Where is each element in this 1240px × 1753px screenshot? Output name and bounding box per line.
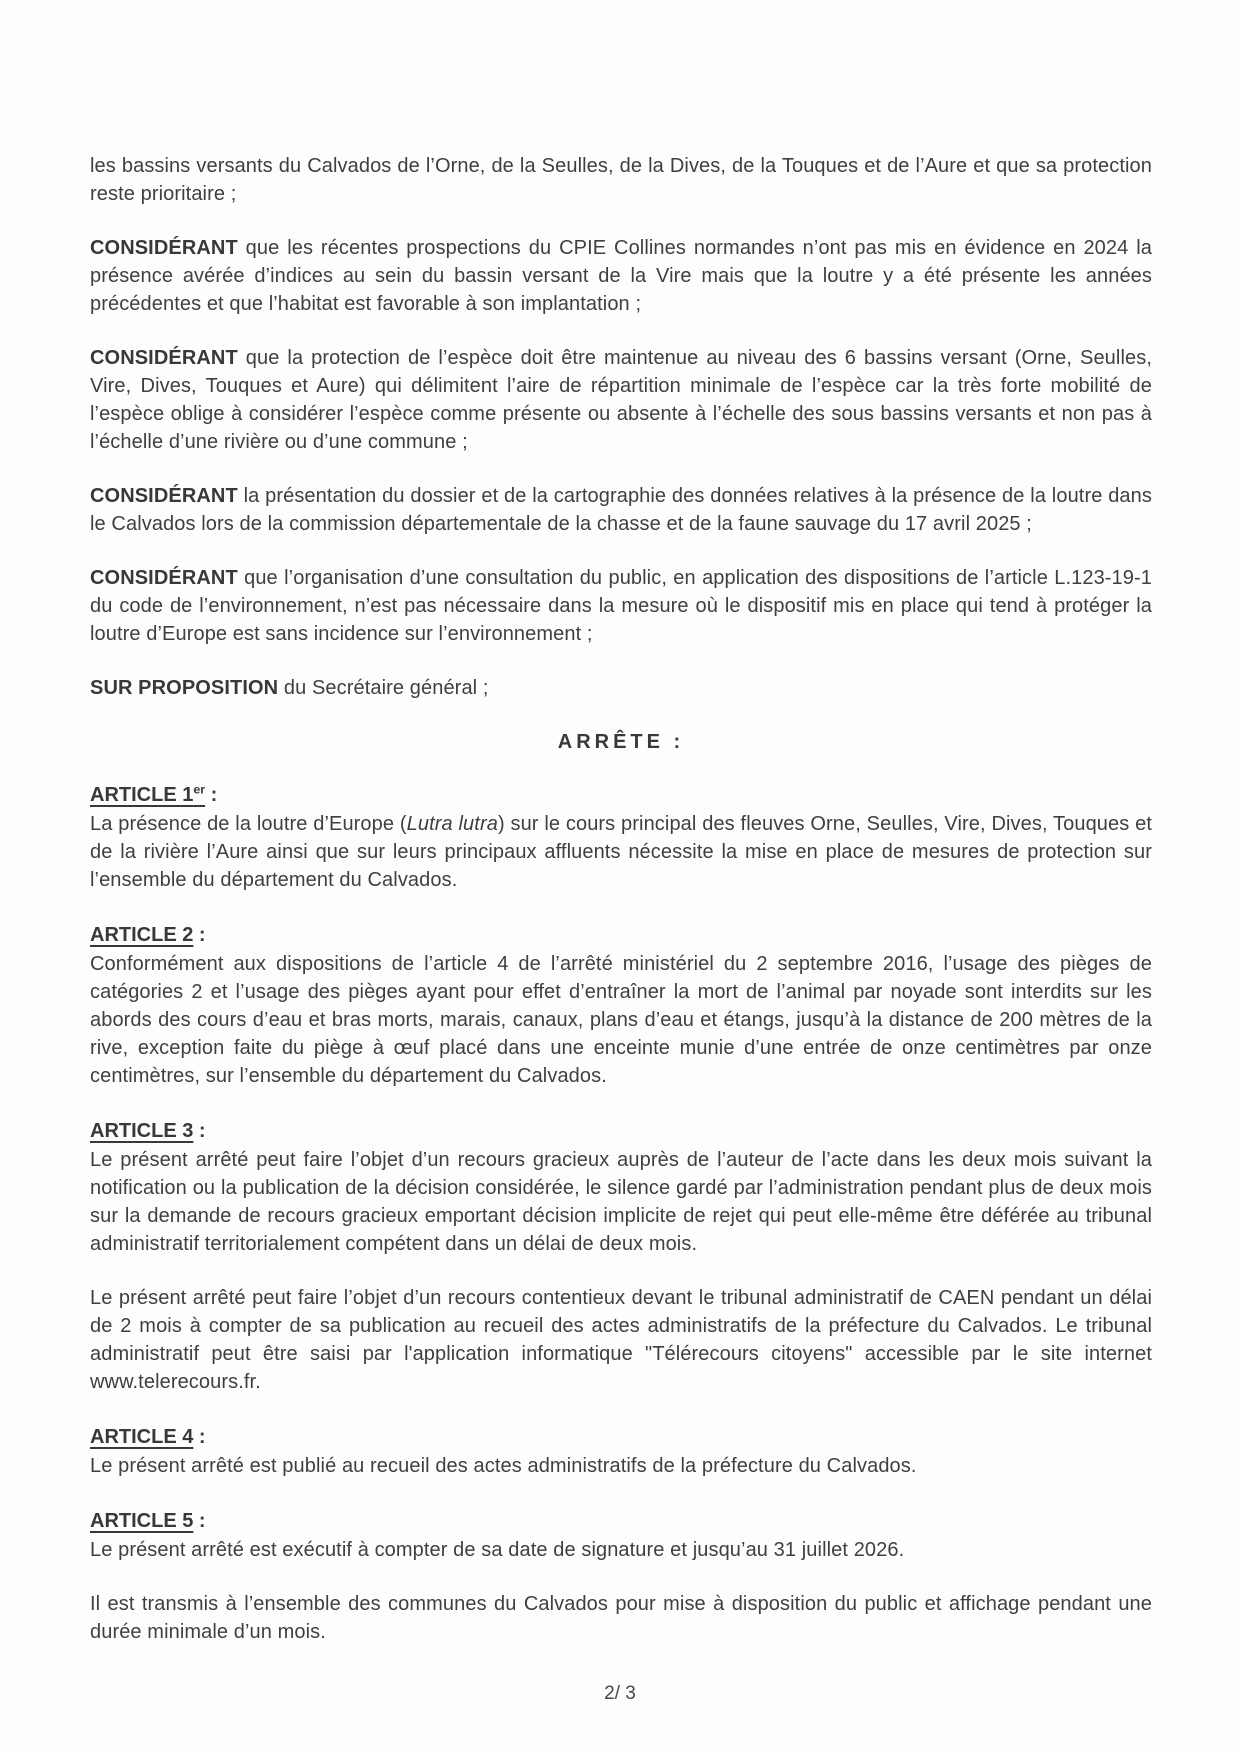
considerant-lead: CONSIDÉRANT [90,485,238,507]
considerant-lead: CONSIDÉRANT [90,347,238,369]
considerant-lead: CONSIDÉRANT [90,237,238,259]
article-4-title-colon: : [193,1426,206,1448]
considerant-text: que la protection de l’espèce doit être maintenue au niveau des 6 bassins versant (Orne, Seulles, Vire, Dives, Touques et Aure) qui délimitent l’aire de répartition minimale de l’espèce car la très forte mobilité de l’espèce oblige à considérer l’espèce comme présente ou absente à l’échelle des sous bassins versants et non pas à l’échelle d’une rivière ou d’une commune ; [90,347,1152,453]
article-2-title [90,920,1152,950]
article-2-body: Conformément aux dispositions de l’article 4 de l’arrêté ministériel du 2 septembre 2016, l’usage des pièges de catégories 2 et l’usage des pièges ayant pour effet d’entraîner la mort de l’animal par noyade sont interdits sur les abords des cours d’eau et bras morts, marais, canaux, plans d’eau et étangs, jusqu’à la distance de 200 mètres de la rive, exception faite du piège à œuf placé dans une enceinte munie d’une entrée de onze centimètres par onze centimètres, sur l’ensemble du département du Calvados. [90,953,1152,1087]
article-1-section [90,780,1152,894]
considerant-text: la présentation du dossier et de la cartographie des données relatives à la présence de la loutre dans le Calvados lors de la commission départementale de la chasse et de la faune sauvage du 17 avril 2025 ; [90,485,1152,535]
article-4-title-text: ARTICLE 4 [90,1426,194,1448]
article-5-title-colon: : [193,1510,206,1532]
article-5-title-text: ARTICLE 5 [90,1510,194,1532]
article-1-title [90,780,1152,810]
article-5-body-paragraph-2: Il est transmis à l’ensemble des communes du Calvados pour mise à disposition du public et affichage pendant une durée minimale d’un mois. [90,1593,1152,1643]
considerant-text: que l’organisation d’une consultation du public, en application des dispositions de l’article L.123-19-1 du code de l’environnement, n’est pas nécessaire dans la mesure où le dispositif mis en place qui tend à protéger la loutre d’Europe est sans incidence sur l’environnement ; [90,567,1152,645]
considerant-paragraph-1 [90,234,1152,318]
article-4-body: Le présent arrêté est publié au recueil des actes administratifs de la préfecture du Calvados. [90,1455,917,1477]
considerant-lead: CONSIDÉRANT [90,567,238,589]
article-3-section [90,1116,1152,1396]
intro-paragraph-text: les bassins versants du Calvados de l’Orne, de la Seulles, de la Dives, de la Touques et de l’Aure et que sa protection reste prioritaire ; [90,155,1152,205]
considerant-paragraph-2 [90,344,1152,456]
arrete-heading: ARRÊTE : [557,731,685,753]
article-1-body-text: La présence de la loutre d’Europe ( [90,813,407,835]
article-4-section [90,1422,1152,1480]
article-3-body-paragraph-1: Le présent arrêté peut faire l’objet d’un recours gracieux auprès de l’auteur de l’acte dans les deux mois suivant la notification ou la publication de la décision considérée, le silence gardé par l’administration pendant plus de deux mois sur la demande de recours gracieux emportant décision implicite de rejet qui peut elle-même être déférée au tribunal administratif territorialement compétent dans un délai de deux mois. [90,1149,1152,1255]
article-1-body-text: ) sur le cours principal des fleuves Orne, Seulles, Vire, Dives, Touques et de la rivière l’Aure ainsi que sur leurs principaux affluents nécessite la mise en place de mesures de protection sur l’ensemble du département du Calvados. [90,813,1153,891]
sur-proposition-paragraph [90,674,1152,702]
article-2-title-colon: : [193,924,206,946]
article-5-section [90,1506,1152,1646]
article-3-body-paragraph-2: Le présent arrêté peut faire l’objet d’un recours contentieux devant le tribunal administratif de CAEN pendant un délai de 2 mois à compter de sa publication au recueil des actes administratifs de la préfecture du Calvados. Le tribunal administratif peut être saisi par l'application informatique "Télérecours citoyens" accessible par le site internet www.telerecours.fr. [90,1287,1152,1393]
sur-proposition-lead: SUR PROPOSITION [90,677,279,699]
article-4-title [90,1422,1152,1452]
article-5-body-paragraph-1: Le présent arrêté est exécutif à compter de sa date de signature et jusqu’au 31 juillet 2026. [90,1539,905,1561]
article-1-title-superscript: er [193,782,206,797]
considerant-paragraph-4 [90,564,1152,648]
article-2-section [90,920,1152,1090]
considerant-text: que les récentes prospections du CPIE Collines normandes n’ont pas mis en évidence en 2024 la présence avérée d’indices au sein du bassin versant de la Vire mais que la loutre y a été présente les années précédentes et que l’habitat est favorable à son implantation ; [90,237,1152,315]
article-5-title [90,1506,1152,1536]
article-3-title [90,1116,1152,1146]
considerant-paragraph-3 [90,482,1152,538]
article-1-title-colon: : [205,784,218,806]
document-body [90,152,1152,1672]
article-1-title-underline [90,784,205,806]
article-1-body-latin-name: Lutra lutra [406,813,498,835]
article-3-title-text: ARTICLE 3 [90,1120,194,1142]
article-1-body [90,810,1152,894]
article-2-title-text: ARTICLE 2 [90,924,194,946]
article-1-title-text: ARTICLE 1 [90,784,194,806]
article-3-title-colon: : [193,1120,206,1142]
sur-proposition-text: du Secrétaire général ; [283,677,489,699]
intro-paragraph [90,152,1152,208]
page-number: 2/ 3 [604,1683,636,1704]
